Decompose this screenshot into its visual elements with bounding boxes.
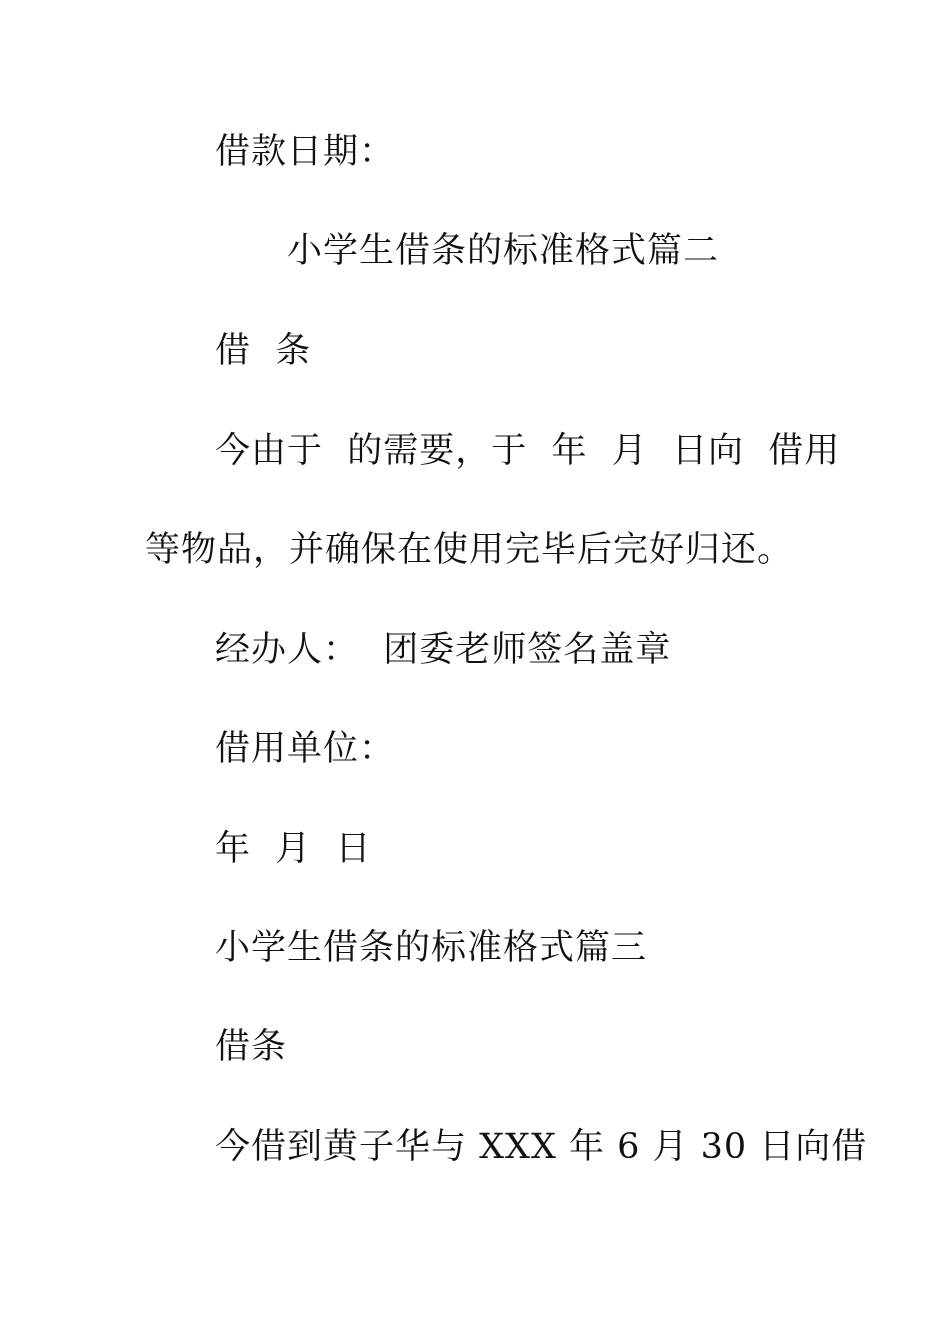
- date-line: 年 月 日: [215, 829, 372, 869]
- iou-title: 借条: [215, 1027, 288, 1067]
- body-text-line: 今由于 的需要，于 年 月 日向 借用: [215, 431, 841, 471]
- body-text-line: 等物品，并确保在使用完毕后完好归还。: [145, 530, 794, 570]
- section-heading-part-2: 小学生借条的标准格式篇二: [287, 231, 720, 271]
- section-heading-part-3: 小学生借条的标准格式篇三: [215, 928, 648, 968]
- iou-title: 借 条: [215, 331, 312, 371]
- body-text-line: 今借到黄子华与 XXX 年 6 月 30 日向借: [215, 1127, 868, 1167]
- borrowing-unit-label: 借用单位：: [215, 729, 396, 769]
- handler-signature-line: 经办人： 团委老师签名盖章: [215, 630, 672, 670]
- loan-date-label: 借款日期：: [215, 132, 396, 172]
